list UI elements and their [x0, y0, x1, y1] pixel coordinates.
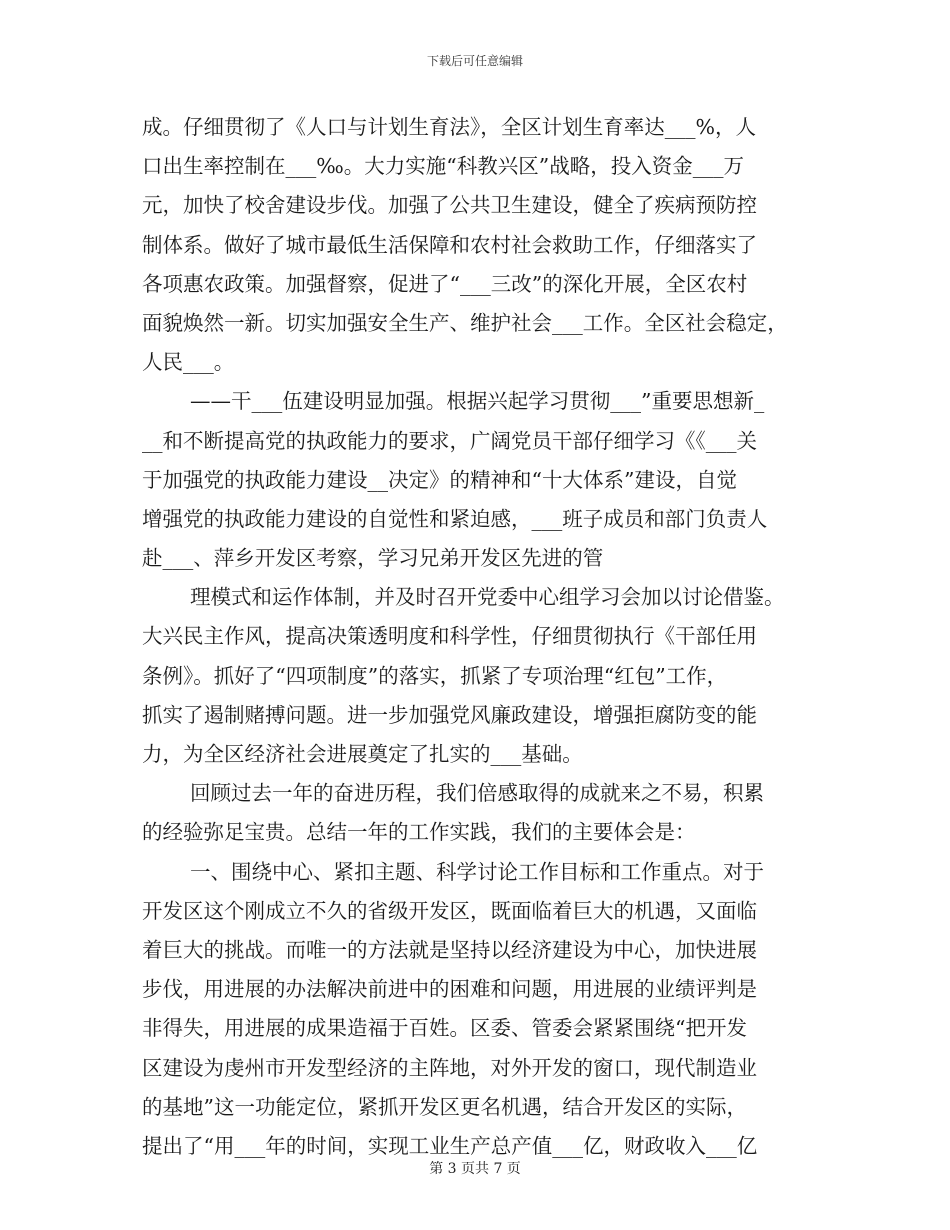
text-line: __和不断提高党的执政能力的要求，广阔党员干部仔细学习《《___关: [142, 428, 757, 453]
text-line: 增强党的执政能力建设的自觉性和紧迫感，___班子成员和部门负责人: [142, 506, 768, 531]
text-line: 大兴民主作风，提高决策透明度和科学性，仔细贯彻执行《干部任用: [142, 624, 757, 649]
text-line: 力，为全区经济社会进展奠定了扎实的___基础。: [142, 742, 583, 766]
paragraph-start-line: 理模式和运作体制，并及时召开党委中心组学习会加以讨论借鉴。: [190, 585, 785, 610]
text-line: 着巨大的挑战。而唯一的方法就是坚持以经济建设为中心，加快进展: [142, 937, 757, 962]
text-line: 步伐，用进展的办法解决前进中的困难和问题，用进展的业绩评判是: [142, 977, 757, 1002]
text-line: 制体系。做好了城市最低生活保障和农村社会救助工作，仔细落实了: [142, 232, 757, 257]
paragraph-start-line: 回顾过去一年的奋进历程，我们倍感取得的成就来之不易，积累: [190, 781, 764, 806]
page-header: 下载后可任意编辑: [426, 54, 523, 68]
page-footer: 第 3 页共 7 页: [429, 1161, 521, 1177]
text-line: 抓实了遏制赌搏问题。进一步加强党风廉政建设，增强拒腐防变的能: [142, 702, 757, 727]
text-line: 提出了“用___年的时间，实现工业生产总产值___亿，财政收入___亿: [142, 1133, 758, 1158]
text-line: 口出生率控制在___‰。大力实施“科教兴区”战略，投入资金___万: [142, 154, 744, 179]
paragraph-start-line: 一、围绕中心、紧扣主题、科学讨论工作目标和工作重点。对于: [190, 859, 764, 884]
text-line: 于加强党的执政能力建设__决定》的精神和“十大体系”建设，自觉: [142, 467, 737, 492]
text-line: 成。仔细贯彻了《人口与计划生育法》，全区计划生育率达___%，人: [142, 115, 756, 139]
text-line: 的经验弥足宝贵。总结一年的工作实践，我们的主要体会是：: [142, 820, 696, 845]
text-line: 条例》。抓好了“四项制度”的落实，抓紧了专项治理“红包”工作，: [142, 663, 728, 688]
text-line: 面貌焕然一新。切实加强安全生产、维护社会___工作。全区社会稳定，: [142, 310, 788, 335]
text-line: 区建设为虔州市开发型经济的主阵地，对外开发的窗口，现代制造业: [142, 1055, 757, 1080]
document-body: [142, 108, 822, 1166]
text-line: 人民___。: [142, 350, 235, 375]
text-line: 开发区这个刚成立不久的省级开发区，既面临着巨大的机遇，又面临: [142, 898, 757, 923]
text-line: 各项惠农政策。加强督察，促进了“___三改”的深化开展，全区农村: [142, 271, 748, 296]
text-line: 非得失，用进展的成果造福于百姓。区委、管委会紧紧围绕“把开发: [142, 1016, 747, 1041]
text-line: 赴___、萍乡开发区考察，学习兄弟开发区先进的管: [142, 546, 604, 571]
text-line: 的基地”这一功能定位，紧抓开发区更名机遇，结合开发区的实际，: [142, 1094, 747, 1119]
text-line: 元，加快了校舍建设步伐。加强了公共卫生建设，健全了疾病预防控: [142, 193, 757, 218]
paragraph-start-line: ——干___伍建设明显加强。根据兴起学习贯彻___”重要思想新_: [190, 389, 765, 414]
